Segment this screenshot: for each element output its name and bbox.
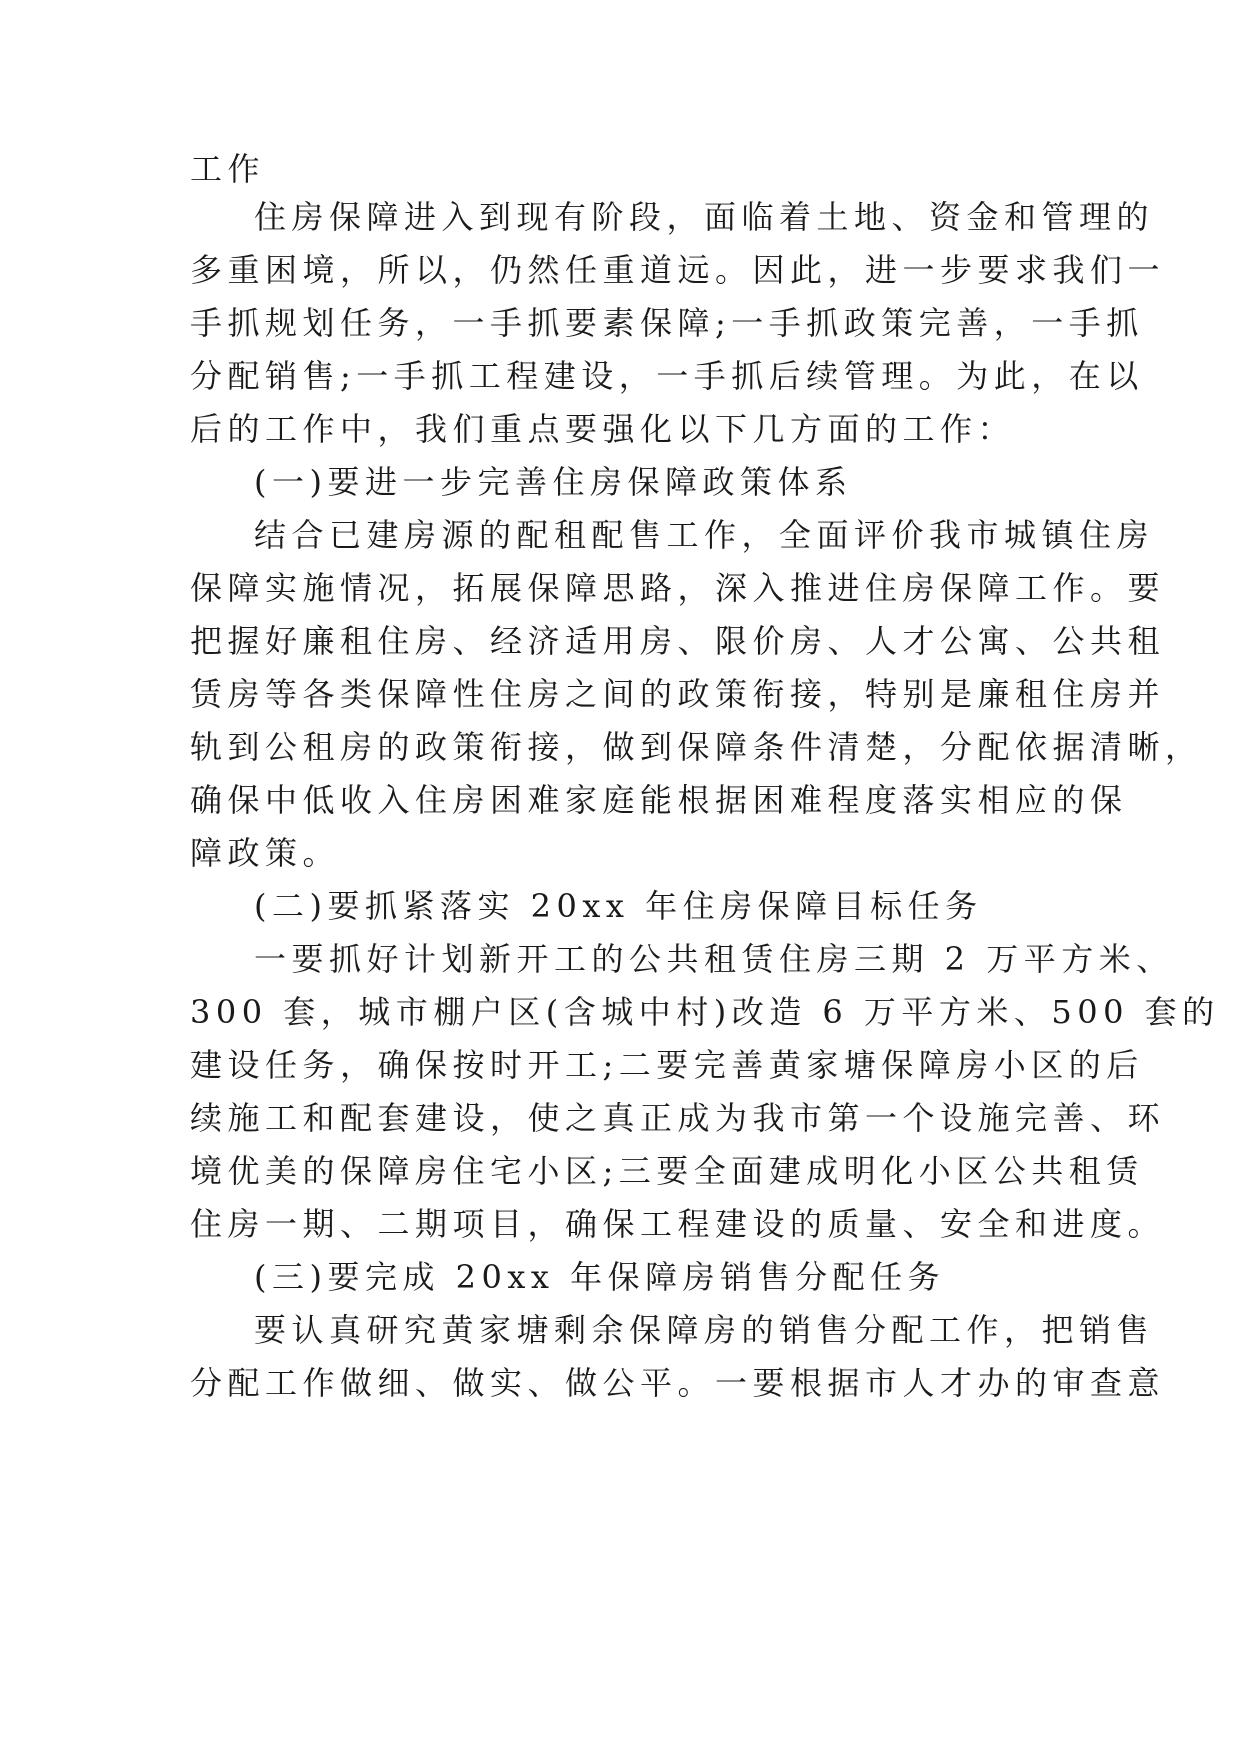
section-heading: (一)要进一步完善住房保障政策体系: [254, 463, 853, 501]
text-line: 把握好廉租住房、经济适用房、限价房、人才公寓、公共租: [190, 622, 1166, 660]
text-line: 保障实施情况，拓展保障思路，深入推进住房保障工作。要: [190, 569, 1166, 607]
section-heading: (三)要完成 20xx 年保障房销售分配任务: [254, 1258, 946, 1296]
text-line: 赁房等各类保障性住房之间的政策衔接，特别是廉租住房并: [190, 675, 1166, 713]
text-line: 轨到公租房的政策衔接，做到保障条件清楚，分配依据清晰，: [190, 728, 1203, 766]
text-line: 分配工作做细、做实、做公平。一要根据市人才办的审查意: [190, 1364, 1166, 1402]
section-heading: (二)要抓紧落实 20xx 年住房保障目标任务: [254, 887, 983, 925]
text-line: 多重困境，所以，仍然任重道远。因此，进一步要求我们一: [190, 251, 1166, 289]
text-line: 建设任务，确保按时开工;二要完善黄家塘保障房小区的后: [190, 1046, 1144, 1084]
text-line: 工作: [190, 150, 266, 188]
text-line: 境优美的保障房住宅小区;三要全面建成明化小区公共租赁: [190, 1152, 1144, 1190]
text-line: 续施工和配套建设，使之真正成为我市第一个设施完善、环: [190, 1099, 1166, 1137]
paragraph-first-line: 一要抓好计划新开工的公共租赁住房三期 2 万平方米、: [254, 940, 1174, 978]
text-line: 后的工作中，我们重点要强化以下几方面的工作：: [190, 410, 1016, 448]
text-line: 分配销售;一手抓工程建设，一手抓后续管理。为此，在以: [190, 357, 1144, 395]
text-line: 手抓规划任务，一手抓要素保障;一手抓政策完善，一手抓: [190, 304, 1144, 342]
text-line: 住房一期、二期项目，确保工程建设的质量、安全和进度。: [190, 1205, 1166, 1243]
paragraph-first-line: 住房保障进入到现有阶段，面临着土地、资金和管理的: [254, 198, 1155, 236]
paragraph-first-line: 结合已建房源的配租配售工作，全面评价我市城镇住房: [254, 516, 1155, 554]
text-line: 障政策。: [190, 834, 341, 872]
text-line: 300 套，城市棚户区(含城中村)改造 6 万平方米、500 套的: [190, 993, 1220, 1031]
paragraph-first-line: 要认真研究黄家塘剩余保障房的销售分配工作，把销售: [254, 1311, 1155, 1349]
text-line: 确保中低收入住房困难家庭能根据困难程度落实相应的保: [190, 781, 1128, 819]
